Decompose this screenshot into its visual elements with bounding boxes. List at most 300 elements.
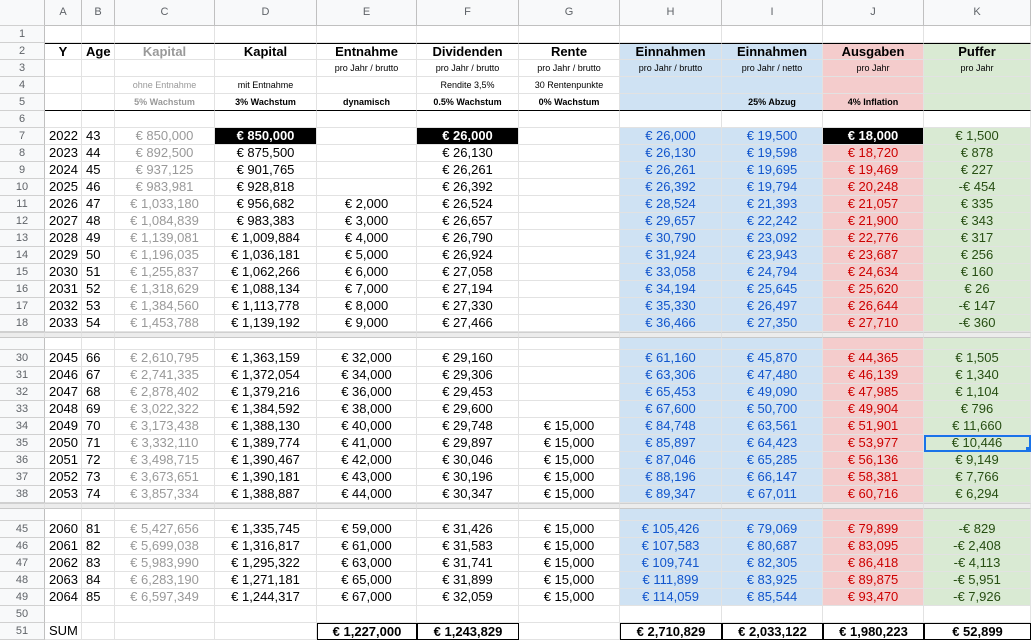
cell[interactable] bbox=[417, 111, 519, 128]
einnahmen-brutto-cell[interactable]: € 28,524 bbox=[620, 196, 722, 213]
header-cell[interactable] bbox=[115, 60, 215, 77]
puffer-cell[interactable]: € 6,294 bbox=[924, 486, 1031, 503]
kapital-ohne-cell[interactable]: € 1,033,180 bbox=[115, 196, 215, 213]
cell[interactable] bbox=[722, 606, 823, 623]
ausgaben-cell[interactable]: € 21,057 bbox=[823, 196, 924, 213]
column-header-f[interactable]: F bbox=[417, 0, 519, 26]
cell[interactable] bbox=[115, 111, 215, 128]
kapital-ohne-cell[interactable]: € 2,878,402 bbox=[115, 384, 215, 401]
rente-cell[interactable]: € 15,000 bbox=[519, 469, 620, 486]
kapital-ohne-cell[interactable]: € 1,255,837 bbox=[115, 264, 215, 281]
kapital-mit-cell[interactable]: € 875,500 bbox=[215, 145, 317, 162]
header-cell[interactable]: Dividenden bbox=[417, 43, 519, 60]
entnahme-cell[interactable]: € 3,000 bbox=[317, 213, 417, 230]
einnahmen-brutto-cell[interactable]: € 26,000 bbox=[620, 128, 722, 145]
column-header-d[interactable]: D bbox=[215, 0, 317, 26]
cell[interactable] bbox=[417, 509, 519, 521]
column-header-h[interactable]: H bbox=[620, 0, 722, 26]
dividenden-cell[interactable]: € 29,306 bbox=[417, 367, 519, 384]
cell[interactable] bbox=[519, 338, 620, 350]
sum-dividenden[interactable]: € 1,243,829 bbox=[417, 623, 519, 640]
puffer-cell[interactable]: -€ 454 bbox=[924, 179, 1031, 196]
cell[interactable] bbox=[823, 509, 924, 521]
entnahme-cell[interactable]: € 44,000 bbox=[317, 486, 417, 503]
header-cell[interactable] bbox=[45, 77, 82, 94]
einnahmen-netto-cell[interactable]: € 19,598 bbox=[722, 145, 823, 162]
row-header[interactable]: 4 bbox=[0, 77, 45, 94]
age-cell[interactable]: 46 bbox=[82, 179, 115, 196]
dividenden-cell[interactable]: € 29,748 bbox=[417, 418, 519, 435]
einnahmen-brutto-cell[interactable]: € 85,897 bbox=[620, 435, 722, 452]
einnahmen-netto-cell[interactable]: € 47,480 bbox=[722, 367, 823, 384]
dividenden-cell[interactable]: € 32,059 bbox=[417, 589, 519, 606]
kapital-mit-cell[interactable]: € 1,384,592 bbox=[215, 401, 317, 418]
entnahme-cell[interactable]: € 32,000 bbox=[317, 350, 417, 367]
age-cell[interactable]: 71 bbox=[82, 435, 115, 452]
header-cell[interactable] bbox=[924, 94, 1031, 111]
cell[interactable] bbox=[620, 509, 722, 521]
ausgaben-cell[interactable]: € 18,000 bbox=[823, 128, 924, 145]
cell[interactable] bbox=[317, 509, 417, 521]
row-header[interactable]: 35 bbox=[0, 435, 45, 452]
entnahme-cell[interactable]: € 65,000 bbox=[317, 572, 417, 589]
age-cell[interactable]: 74 bbox=[82, 486, 115, 503]
age-cell[interactable]: 48 bbox=[82, 213, 115, 230]
year-cell[interactable]: 2060 bbox=[45, 521, 82, 538]
einnahmen-netto-cell[interactable]: € 25,645 bbox=[722, 281, 823, 298]
column-header-a[interactable]: A bbox=[45, 0, 82, 26]
rente-cell[interactable] bbox=[519, 264, 620, 281]
entnahme-cell[interactable]: € 43,000 bbox=[317, 469, 417, 486]
einnahmen-netto-cell[interactable]: € 19,500 bbox=[722, 128, 823, 145]
ausgaben-cell[interactable]: € 23,687 bbox=[823, 247, 924, 264]
year-cell[interactable]: 2023 bbox=[45, 145, 82, 162]
row-header[interactable]: 46 bbox=[0, 538, 45, 555]
sum-puffer[interactable]: € 52,899 bbox=[924, 623, 1031, 640]
ausgaben-cell[interactable]: € 49,904 bbox=[823, 401, 924, 418]
column-header-i[interactable]: I bbox=[722, 0, 823, 26]
puffer-cell[interactable]: € 878 bbox=[924, 145, 1031, 162]
kapital-mit-cell[interactable]: € 1,389,774 bbox=[215, 435, 317, 452]
row-header[interactable]: 16 bbox=[0, 281, 45, 298]
ausgaben-cell[interactable]: € 24,634 bbox=[823, 264, 924, 281]
row-header[interactable]: 1 bbox=[0, 26, 45, 43]
entnahme-cell[interactable]: € 40,000 bbox=[317, 418, 417, 435]
entnahme-cell[interactable]: € 38,000 bbox=[317, 401, 417, 418]
rente-cell[interactable] bbox=[519, 384, 620, 401]
age-cell[interactable]: 54 bbox=[82, 315, 115, 332]
year-cell[interactable]: 2049 bbox=[45, 418, 82, 435]
einnahmen-brutto-cell[interactable]: € 34,194 bbox=[620, 281, 722, 298]
year-cell[interactable]: 2025 bbox=[45, 179, 82, 196]
kapital-mit-cell[interactable]: € 1,335,745 bbox=[215, 521, 317, 538]
ausgaben-cell[interactable]: € 20,248 bbox=[823, 179, 924, 196]
header-cell[interactable] bbox=[82, 77, 115, 94]
cell[interactable] bbox=[115, 26, 215, 43]
dividenden-cell[interactable]: € 26,524 bbox=[417, 196, 519, 213]
row-header[interactable]: 48 bbox=[0, 572, 45, 589]
cell[interactable] bbox=[45, 509, 82, 521]
year-cell[interactable]: 2028 bbox=[45, 230, 82, 247]
ausgaben-cell[interactable]: € 60,716 bbox=[823, 486, 924, 503]
dividenden-cell[interactable]: € 27,330 bbox=[417, 298, 519, 315]
header-cell[interactable]: pro Jahr / brutto bbox=[417, 60, 519, 77]
column-header-k[interactable]: K bbox=[924, 0, 1031, 26]
kapital-mit-cell[interactable]: € 1,363,159 bbox=[215, 350, 317, 367]
header-cell[interactable]: pro Jahr / brutto bbox=[620, 60, 722, 77]
entnahme-cell[interactable]: € 59,000 bbox=[317, 521, 417, 538]
row-header[interactable]: 9 bbox=[0, 162, 45, 179]
ausgaben-cell[interactable]: € 47,985 bbox=[823, 384, 924, 401]
einnahmen-brutto-cell[interactable]: € 111,899 bbox=[620, 572, 722, 589]
cell[interactable] bbox=[722, 111, 823, 128]
year-cell[interactable]: 2053 bbox=[45, 486, 82, 503]
age-cell[interactable]: 84 bbox=[82, 572, 115, 589]
entnahme-cell[interactable]: € 41,000 bbox=[317, 435, 417, 452]
age-cell[interactable]: 72 bbox=[82, 452, 115, 469]
puffer-cell[interactable]: € 11,660 bbox=[924, 418, 1031, 435]
year-cell[interactable]: 2051 bbox=[45, 452, 82, 469]
kapital-mit-cell[interactable]: € 1,271,181 bbox=[215, 572, 317, 589]
kapital-ohne-cell[interactable]: € 3,173,438 bbox=[115, 418, 215, 435]
ausgaben-cell[interactable]: € 26,644 bbox=[823, 298, 924, 315]
kapital-mit-cell[interactable]: € 928,818 bbox=[215, 179, 317, 196]
ausgaben-cell[interactable]: € 79,899 bbox=[823, 521, 924, 538]
cell[interactable] bbox=[215, 623, 317, 640]
einnahmen-brutto-cell[interactable]: € 114,059 bbox=[620, 589, 722, 606]
cell[interactable] bbox=[82, 623, 115, 640]
ausgaben-cell[interactable]: € 83,095 bbox=[823, 538, 924, 555]
ausgaben-cell[interactable]: € 22,776 bbox=[823, 230, 924, 247]
row-header[interactable]: 49 bbox=[0, 589, 45, 606]
ausgaben-cell[interactable]: € 58,381 bbox=[823, 469, 924, 486]
einnahmen-netto-cell[interactable]: € 50,700 bbox=[722, 401, 823, 418]
kapital-mit-cell[interactable]: € 956,682 bbox=[215, 196, 317, 213]
cell[interactable] bbox=[115, 338, 215, 350]
year-cell[interactable]: 2030 bbox=[45, 264, 82, 281]
sum-label[interactable]: SUM bbox=[45, 623, 82, 640]
einnahmen-netto-cell[interactable]: € 19,794 bbox=[722, 179, 823, 196]
entnahme-cell[interactable]: € 36,000 bbox=[317, 384, 417, 401]
entnahme-cell[interactable]: € 6,000 bbox=[317, 264, 417, 281]
row-header[interactable]: 38 bbox=[0, 486, 45, 503]
cell[interactable] bbox=[823, 606, 924, 623]
ausgaben-cell[interactable]: € 18,720 bbox=[823, 145, 924, 162]
cell[interactable] bbox=[519, 509, 620, 521]
ausgaben-cell[interactable]: € 53,977 bbox=[823, 435, 924, 452]
rente-cell[interactable] bbox=[519, 281, 620, 298]
header-cell[interactable]: 25% Abzug bbox=[722, 94, 823, 111]
dividenden-cell[interactable]: € 26,000 bbox=[417, 128, 519, 145]
dividenden-cell[interactable]: € 26,657 bbox=[417, 213, 519, 230]
age-cell[interactable]: 85 bbox=[82, 589, 115, 606]
kapital-mit-cell[interactable]: € 1,379,216 bbox=[215, 384, 317, 401]
rente-cell[interactable] bbox=[519, 247, 620, 264]
kapital-mit-cell[interactable]: € 1,390,467 bbox=[215, 452, 317, 469]
ausgaben-cell[interactable]: € 44,365 bbox=[823, 350, 924, 367]
dividenden-cell[interactable]: € 31,899 bbox=[417, 572, 519, 589]
cell[interactable] bbox=[620, 338, 722, 350]
kapital-mit-cell[interactable]: € 1,113,778 bbox=[215, 298, 317, 315]
kapital-ohne-cell[interactable]: € 3,673,651 bbox=[115, 469, 215, 486]
cell[interactable] bbox=[45, 26, 82, 43]
cell[interactable] bbox=[215, 606, 317, 623]
row-header[interactable]: 10 bbox=[0, 179, 45, 196]
age-cell[interactable]: 67 bbox=[82, 367, 115, 384]
entnahme-cell[interactable]: € 5,000 bbox=[317, 247, 417, 264]
header-cell[interactable]: ohne Entnahme bbox=[115, 77, 215, 94]
header-cell[interactable]: Einnahmen bbox=[620, 43, 722, 60]
cell[interactable] bbox=[215, 26, 317, 43]
cell[interactable] bbox=[620, 111, 722, 128]
row-header[interactable]: 3 bbox=[0, 60, 45, 77]
einnahmen-brutto-cell[interactable]: € 26,130 bbox=[620, 145, 722, 162]
cell[interactable] bbox=[215, 111, 317, 128]
cell[interactable] bbox=[45, 111, 82, 128]
kapital-ohne-cell[interactable]: € 6,283,190 bbox=[115, 572, 215, 589]
rente-cell[interactable]: € 15,000 bbox=[519, 418, 620, 435]
einnahmen-brutto-cell[interactable]: € 89,347 bbox=[620, 486, 722, 503]
kapital-mit-cell[interactable]: € 1,009,884 bbox=[215, 230, 317, 247]
row-header[interactable]: 37 bbox=[0, 469, 45, 486]
einnahmen-netto-cell[interactable]: € 45,870 bbox=[722, 350, 823, 367]
header-cell[interactable] bbox=[823, 77, 924, 94]
entnahme-cell[interactable]: € 34,000 bbox=[317, 367, 417, 384]
entnahme-cell[interactable]: € 42,000 bbox=[317, 452, 417, 469]
cell[interactable] bbox=[823, 338, 924, 350]
row-header[interactable]: 18 bbox=[0, 315, 45, 332]
cell[interactable] bbox=[519, 623, 620, 640]
year-cell[interactable]: 2032 bbox=[45, 298, 82, 315]
rente-cell[interactable]: € 15,000 bbox=[519, 486, 620, 503]
header-cell[interactable]: 4% Inflation bbox=[823, 94, 924, 111]
header-cell[interactable]: 30 Rentenpunkte bbox=[519, 77, 620, 94]
year-cell[interactable]: 2029 bbox=[45, 247, 82, 264]
puffer-cell[interactable]: -€ 360 bbox=[924, 315, 1031, 332]
dividenden-cell[interactable]: € 29,160 bbox=[417, 350, 519, 367]
kapital-ohne-cell[interactable]: € 3,022,322 bbox=[115, 401, 215, 418]
ausgaben-cell[interactable]: € 51,901 bbox=[823, 418, 924, 435]
header-cell[interactable]: Puffer bbox=[924, 43, 1031, 60]
kapital-ohne-cell[interactable]: € 850,000 bbox=[115, 128, 215, 145]
cell[interactable] bbox=[924, 606, 1031, 623]
dividenden-cell[interactable]: € 31,583 bbox=[417, 538, 519, 555]
header-cell[interactable]: 0.5% Wachstum bbox=[417, 94, 519, 111]
header-cell[interactable]: mit Entnahme bbox=[215, 77, 317, 94]
rente-cell[interactable]: € 15,000 bbox=[519, 555, 620, 572]
dividenden-cell[interactable]: € 29,897 bbox=[417, 435, 519, 452]
year-cell[interactable]: 2046 bbox=[45, 367, 82, 384]
kapital-mit-cell[interactable]: € 1,062,266 bbox=[215, 264, 317, 281]
age-cell[interactable]: 51 bbox=[82, 264, 115, 281]
puffer-cell[interactable]: -€ 2,408 bbox=[924, 538, 1031, 555]
ausgaben-cell[interactable]: € 25,620 bbox=[823, 281, 924, 298]
einnahmen-netto-cell[interactable]: € 83,925 bbox=[722, 572, 823, 589]
einnahmen-netto-cell[interactable]: € 24,794 bbox=[722, 264, 823, 281]
kapital-mit-cell[interactable]: € 983,383 bbox=[215, 213, 317, 230]
cell[interactable] bbox=[0, 509, 45, 521]
einnahmen-netto-cell[interactable]: € 26,497 bbox=[722, 298, 823, 315]
header-cell[interactable] bbox=[45, 60, 82, 77]
entnahme-cell[interactable] bbox=[317, 145, 417, 162]
column-header-j[interactable]: J bbox=[823, 0, 924, 26]
einnahmen-netto-cell[interactable]: € 66,147 bbox=[722, 469, 823, 486]
age-cell[interactable]: 49 bbox=[82, 230, 115, 247]
cell[interactable] bbox=[924, 26, 1031, 43]
kapital-mit-cell[interactable]: € 1,036,181 bbox=[215, 247, 317, 264]
entnahme-cell[interactable]: € 63,000 bbox=[317, 555, 417, 572]
rente-cell[interactable] bbox=[519, 401, 620, 418]
cell[interactable] bbox=[620, 26, 722, 43]
header-cell[interactable]: pro Jahr / brutto bbox=[519, 60, 620, 77]
kapital-mit-cell[interactable]: € 850,000 bbox=[215, 128, 317, 145]
ausgaben-cell[interactable]: € 93,470 bbox=[823, 589, 924, 606]
cell[interactable] bbox=[722, 509, 823, 521]
cell[interactable] bbox=[620, 606, 722, 623]
kapital-mit-cell[interactable]: € 901,765 bbox=[215, 162, 317, 179]
rente-cell[interactable] bbox=[519, 350, 620, 367]
kapital-ohne-cell[interactable]: € 892,500 bbox=[115, 145, 215, 162]
header-cell[interactable] bbox=[82, 60, 115, 77]
dividenden-cell[interactable]: € 26,392 bbox=[417, 179, 519, 196]
dividenden-cell[interactable]: € 27,058 bbox=[417, 264, 519, 281]
header-cell[interactable]: 3% Wachstum bbox=[215, 94, 317, 111]
einnahmen-netto-cell[interactable]: € 63,561 bbox=[722, 418, 823, 435]
row-header[interactable]: 15 bbox=[0, 264, 45, 281]
kapital-ohne-cell[interactable]: € 5,427,656 bbox=[115, 521, 215, 538]
puffer-cell[interactable]: € 335 bbox=[924, 196, 1031, 213]
einnahmen-brutto-cell[interactable]: € 84,748 bbox=[620, 418, 722, 435]
age-cell[interactable]: 43 bbox=[82, 128, 115, 145]
header-cell[interactable]: 0% Wachstum bbox=[519, 94, 620, 111]
entnahme-cell[interactable] bbox=[317, 128, 417, 145]
entnahme-cell[interactable]: € 7,000 bbox=[317, 281, 417, 298]
kapital-mit-cell[interactable]: € 1,088,134 bbox=[215, 281, 317, 298]
year-cell[interactable]: 2024 bbox=[45, 162, 82, 179]
cell[interactable] bbox=[519, 111, 620, 128]
einnahmen-brutto-cell[interactable]: € 87,046 bbox=[620, 452, 722, 469]
kapital-mit-cell[interactable]: € 1,244,317 bbox=[215, 589, 317, 606]
row-header[interactable]: 7 bbox=[0, 128, 45, 145]
rente-cell[interactable] bbox=[519, 196, 620, 213]
einnahmen-brutto-cell[interactable]: € 105,426 bbox=[620, 521, 722, 538]
kapital-ohne-cell[interactable]: € 2,610,795 bbox=[115, 350, 215, 367]
einnahmen-brutto-cell[interactable]: € 26,261 bbox=[620, 162, 722, 179]
cell[interactable] bbox=[924, 111, 1031, 128]
puffer-cell[interactable]: € 7,766 bbox=[924, 469, 1031, 486]
kapital-mit-cell[interactable]: € 1,390,181 bbox=[215, 469, 317, 486]
einnahmen-netto-cell[interactable]: € 23,943 bbox=[722, 247, 823, 264]
select-all-corner[interactable] bbox=[0, 0, 45, 26]
year-cell[interactable]: 2033 bbox=[45, 315, 82, 332]
rente-cell[interactable]: € 15,000 bbox=[519, 435, 620, 452]
entnahme-cell[interactable]: € 67,000 bbox=[317, 589, 417, 606]
einnahmen-netto-cell[interactable]: € 67,011 bbox=[722, 486, 823, 503]
row-header[interactable]: 51 bbox=[0, 623, 45, 640]
puffer-cell[interactable]: -€ 4,113 bbox=[924, 555, 1031, 572]
cell[interactable] bbox=[82, 111, 115, 128]
puffer-cell[interactable]: € 1,104 bbox=[924, 384, 1031, 401]
kapital-ohne-cell[interactable]: € 1,196,035 bbox=[115, 247, 215, 264]
einnahmen-netto-cell[interactable]: € 64,423 bbox=[722, 435, 823, 452]
einnahmen-netto-cell[interactable]: € 49,090 bbox=[722, 384, 823, 401]
einnahmen-brutto-cell[interactable]: € 61,160 bbox=[620, 350, 722, 367]
cell[interactable] bbox=[924, 338, 1031, 350]
ausgaben-cell[interactable]: € 19,469 bbox=[823, 162, 924, 179]
age-cell[interactable]: 83 bbox=[82, 555, 115, 572]
rente-cell[interactable] bbox=[519, 230, 620, 247]
einnahmen-netto-cell[interactable]: € 21,393 bbox=[722, 196, 823, 213]
einnahmen-netto-cell[interactable]: € 80,687 bbox=[722, 538, 823, 555]
year-cell[interactable]: 2064 bbox=[45, 589, 82, 606]
header-cell[interactable]: 5% Wachstum bbox=[115, 94, 215, 111]
einnahmen-brutto-cell[interactable]: € 33,058 bbox=[620, 264, 722, 281]
entnahme-cell[interactable]: € 61,000 bbox=[317, 538, 417, 555]
cell[interactable] bbox=[417, 606, 519, 623]
einnahmen-brutto-cell[interactable]: € 26,392 bbox=[620, 179, 722, 196]
einnahmen-brutto-cell[interactable]: € 67,600 bbox=[620, 401, 722, 418]
dividenden-cell[interactable]: € 27,194 bbox=[417, 281, 519, 298]
kapital-ohne-cell[interactable]: € 1,318,629 bbox=[115, 281, 215, 298]
header-cell[interactable]: pro Jahr bbox=[924, 60, 1031, 77]
cell[interactable] bbox=[115, 606, 215, 623]
header-cell[interactable] bbox=[82, 94, 115, 111]
year-cell[interactable]: 2048 bbox=[45, 401, 82, 418]
rente-cell[interactable]: € 15,000 bbox=[519, 452, 620, 469]
kapital-ohne-cell[interactable]: € 1,453,788 bbox=[115, 315, 215, 332]
cell[interactable] bbox=[823, 26, 924, 43]
age-cell[interactable]: 50 bbox=[82, 247, 115, 264]
dividenden-cell[interactable]: € 29,600 bbox=[417, 401, 519, 418]
row-header[interactable]: 31 bbox=[0, 367, 45, 384]
age-cell[interactable]: 81 bbox=[82, 521, 115, 538]
kapital-mit-cell[interactable]: € 1,139,192 bbox=[215, 315, 317, 332]
rente-cell[interactable] bbox=[519, 298, 620, 315]
entnahme-cell[interactable]: € 9,000 bbox=[317, 315, 417, 332]
entnahme-cell[interactable] bbox=[317, 162, 417, 179]
row-header[interactable]: 45 bbox=[0, 521, 45, 538]
dividenden-cell[interactable]: € 26,924 bbox=[417, 247, 519, 264]
kapital-mit-cell[interactable]: € 1,295,322 bbox=[215, 555, 317, 572]
year-cell[interactable]: 2027 bbox=[45, 213, 82, 230]
age-cell[interactable]: 53 bbox=[82, 298, 115, 315]
einnahmen-netto-cell[interactable]: € 65,285 bbox=[722, 452, 823, 469]
cell[interactable] bbox=[0, 338, 45, 350]
puffer-cell[interactable]: -€ 5,951 bbox=[924, 572, 1031, 589]
kapital-ohne-cell[interactable]: € 937,125 bbox=[115, 162, 215, 179]
header-cell[interactable] bbox=[620, 77, 722, 94]
kapital-mit-cell[interactable]: € 1,388,887 bbox=[215, 486, 317, 503]
age-cell[interactable]: 82 bbox=[82, 538, 115, 555]
entnahme-cell[interactable]: € 4,000 bbox=[317, 230, 417, 247]
selected-cell[interactable]: € 10,446 bbox=[924, 435, 1031, 452]
header-cell[interactable]: Entnahme bbox=[317, 43, 417, 60]
rente-cell[interactable] bbox=[519, 128, 620, 145]
cell[interactable] bbox=[45, 338, 82, 350]
row-header[interactable]: 50 bbox=[0, 606, 45, 623]
rente-cell[interactable] bbox=[519, 315, 620, 332]
einnahmen-brutto-cell[interactable]: € 35,330 bbox=[620, 298, 722, 315]
row-header[interactable]: 47 bbox=[0, 555, 45, 572]
year-cell[interactable]: 2050 bbox=[45, 435, 82, 452]
einnahmen-brutto-cell[interactable]: € 88,196 bbox=[620, 469, 722, 486]
header-cell[interactable]: Age bbox=[82, 43, 115, 60]
kapital-ohne-cell[interactable]: € 3,498,715 bbox=[115, 452, 215, 469]
einnahmen-brutto-cell[interactable]: € 65,453 bbox=[620, 384, 722, 401]
cell[interactable] bbox=[45, 606, 82, 623]
header-cell[interactable] bbox=[722, 77, 823, 94]
ausgaben-cell[interactable]: € 86,418 bbox=[823, 555, 924, 572]
